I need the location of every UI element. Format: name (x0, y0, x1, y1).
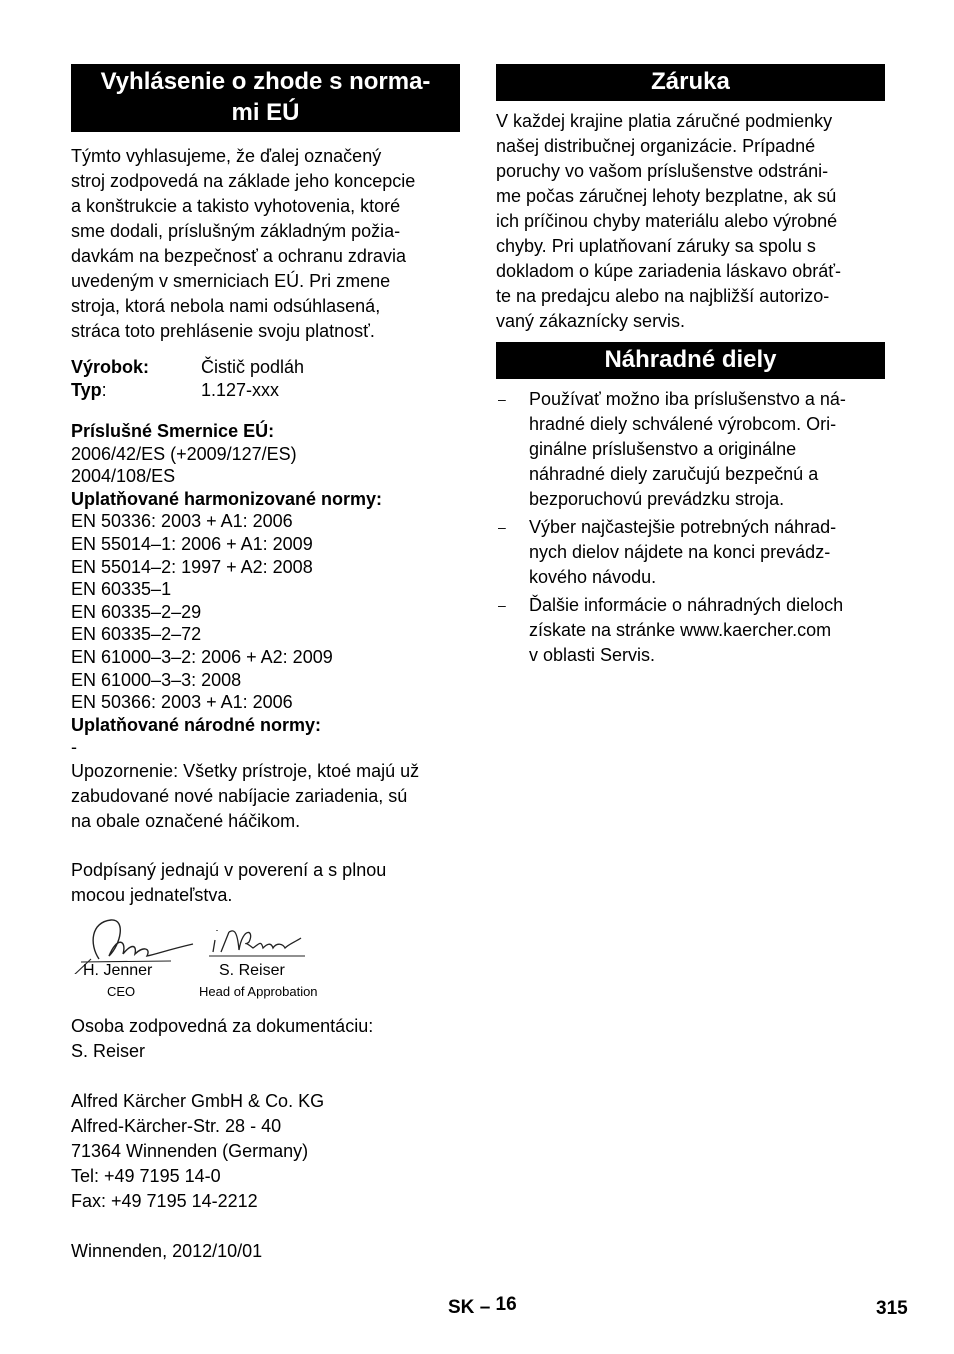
text-line: stráca toto prehlásenie svoju platnosť. (71, 321, 375, 341)
notice (71, 759, 460, 834)
text-line: zabudované nové nabíjacie zariadenia, sú (71, 785, 408, 806)
text-line: S. Reiser (71, 1040, 146, 1061)
type-colon: : (101, 380, 107, 400)
warranty-text (496, 109, 885, 334)
text-line: v oblasti Servis. (529, 645, 656, 665)
norm-item: EN 60335–2–29 (71, 601, 202, 622)
directive-item: 2004/108/ES (71, 466, 176, 487)
text-line: získate na stránke www.kaercher.com (529, 620, 832, 640)
company-address (71, 1089, 460, 1214)
text-line: bezporuchovú prevádzku stroja. (529, 489, 785, 509)
text-line: ich príčinou chyby materiálu alebo výrobné (496, 211, 838, 231)
text-line: našej distribučnej organizácie. Prípadné (496, 136, 816, 156)
footer-dash: – (479, 1297, 491, 1318)
product-value: Čistič podláh (201, 357, 305, 377)
text-line: nych dielov nájdete na konci prevádz- (529, 542, 831, 562)
signature-reiser-icon (209, 922, 309, 967)
text-line: V každej krajine platia záručné podmienky (496, 111, 833, 131)
type-label: Typ (71, 380, 102, 400)
type-value: 1.127-xxx (201, 380, 280, 400)
declaration-heading (71, 64, 460, 132)
right-column (496, 64, 885, 671)
dash-bullet: – (498, 519, 506, 535)
text-line: chyby. Pri uplatňovaní záruky sa spolu s (496, 236, 816, 256)
text-line: Fax: +49 7195 14-2212 (71, 1190, 258, 1211)
text-line: ginálne príslušenstvo a originálne (529, 439, 797, 459)
type-row (71, 379, 460, 402)
type-label-wrap (71, 379, 201, 402)
page-number: 315 (876, 1298, 908, 1319)
footer-section-label (448, 1294, 517, 1319)
text-line: vaný zákaznícky servis. (496, 311, 686, 331)
norm-item: EN 61000–3–3: 2008 (71, 669, 242, 690)
text-line: hradné diely schválené výrobcom. Ori- (529, 414, 837, 434)
text-line: stroj zodpovedá na základe jeho koncepcie (71, 171, 416, 191)
signature-name-reiser: S. Reiser (219, 961, 285, 979)
text-line: Upozornenie: Všetky prístroje, ktoé majú už (71, 760, 420, 781)
declaration-date: Winnenden, 2012/10/01 (71, 1240, 263, 1261)
text-line: na obale označené háčikom. (71, 810, 301, 831)
text-line: Používať možno iba príslušenstvo a ná- (529, 389, 846, 409)
dash-bullet: – (498, 597, 506, 613)
text-line: Výber najčastejšie potrebných náhrad- (529, 517, 837, 537)
list-item (496, 515, 885, 590)
signature-role-reiser: Head of Approbation (199, 983, 318, 999)
signature-name-jenner: H. Jenner (83, 961, 153, 979)
directive-item: 2006/42/ES (+2009/127/ES) (71, 443, 297, 464)
footer-section-page: 16 (495, 1294, 517, 1315)
text-line: mocou jednateľstva. (71, 884, 233, 905)
text-line: stroja, ktorá nebola nami odsúhlasená, (71, 296, 381, 316)
text-line: kového návodu. (529, 567, 657, 587)
dash-bullet: – (498, 391, 506, 407)
text-line: uvedeným v smerniciach EÚ. Pri zmene (71, 271, 391, 291)
text-line: Týmto vyhlasujeme, že ďalej označený (71, 146, 382, 166)
text-line: 71364 Winnenden (Germany) (71, 1140, 309, 1161)
list-item (496, 387, 885, 512)
norm-item: EN 61000–3–2: 2006 + A2: 2009 (71, 646, 333, 667)
norm-item: EN 55014–1: 2006 + A1: 2009 (71, 533, 313, 554)
text-line: Ďalšie informácie o náhradných dieloch (529, 595, 844, 615)
directives-label: Príslušné Smernice EÚ: (71, 421, 275, 441)
text-line: dokladom o kúpe zariadenia láskavo obráť- (496, 261, 841, 281)
spare-parts-heading: Náhradné diely (496, 342, 885, 379)
declaration-intro (71, 144, 460, 344)
signature-role-jenner: CEO (107, 983, 136, 999)
norm-item: EN 50366: 2003 + A1: 2006 (71, 692, 293, 713)
text-line: Alfred Kärcher GmbH & Co. KG (71, 1090, 325, 1111)
national-value: - (71, 737, 77, 758)
text-line: te na predajcu alebo na najbližší autorizo- (496, 286, 830, 306)
text-line: Osoba zodpovedná za dokumentáciu: (71, 1015, 374, 1036)
spare-parts-list (496, 387, 885, 668)
norm-item: EN 55014–2: 1997 + A2: 2008 (71, 556, 313, 577)
declaration-heading-line: mi EÚ (231, 99, 300, 126)
text-line: davkám na bezpečnosť a ochranu zdravia (71, 246, 406, 266)
warranty-heading: Záruka (496, 64, 885, 101)
signed-statement (71, 858, 460, 908)
list-item (496, 593, 885, 668)
norm-item: EN 60335–2–72 (71, 624, 202, 645)
harmonized-label: Uplatňované harmonizované normy: (71, 488, 383, 509)
text-line: Tel: +49 7195 14-0 (71, 1165, 221, 1186)
norm-item: EN 60335–1 (71, 579, 172, 600)
responsible-person (71, 1014, 460, 1064)
national-label: Uplatňované národné normy: (71, 714, 322, 735)
footer-section: SK (448, 1297, 475, 1318)
norm-item: EN 50336: 2003 + A1: 2006 (71, 511, 293, 532)
text-line: Alfred-Kärcher-Str. 28 - 40 (71, 1115, 282, 1136)
text-line: a konštrukcie a takisto vyhotovenia, ktoré (71, 196, 401, 216)
declaration-heading-line: Vyhlásenie o zhode s norma- (100, 68, 431, 95)
text-line: náhradné diely zaručujú bezpečnú a (529, 464, 819, 484)
text-line: Podpísaný jednajú v poverení a s plnou (71, 859, 387, 880)
signatures (71, 914, 460, 1014)
text-line: poruchy vo vašom príslušenstve odstráni- (496, 161, 829, 181)
product-row (71, 356, 460, 379)
left-column (71, 64, 460, 1264)
text-line: sme dodali, príslušným základným požia- (71, 221, 401, 241)
text-line: me počas záručnej lehoty bezplatne, ak sú (496, 186, 837, 206)
product-label: Výrobok: (71, 357, 150, 377)
